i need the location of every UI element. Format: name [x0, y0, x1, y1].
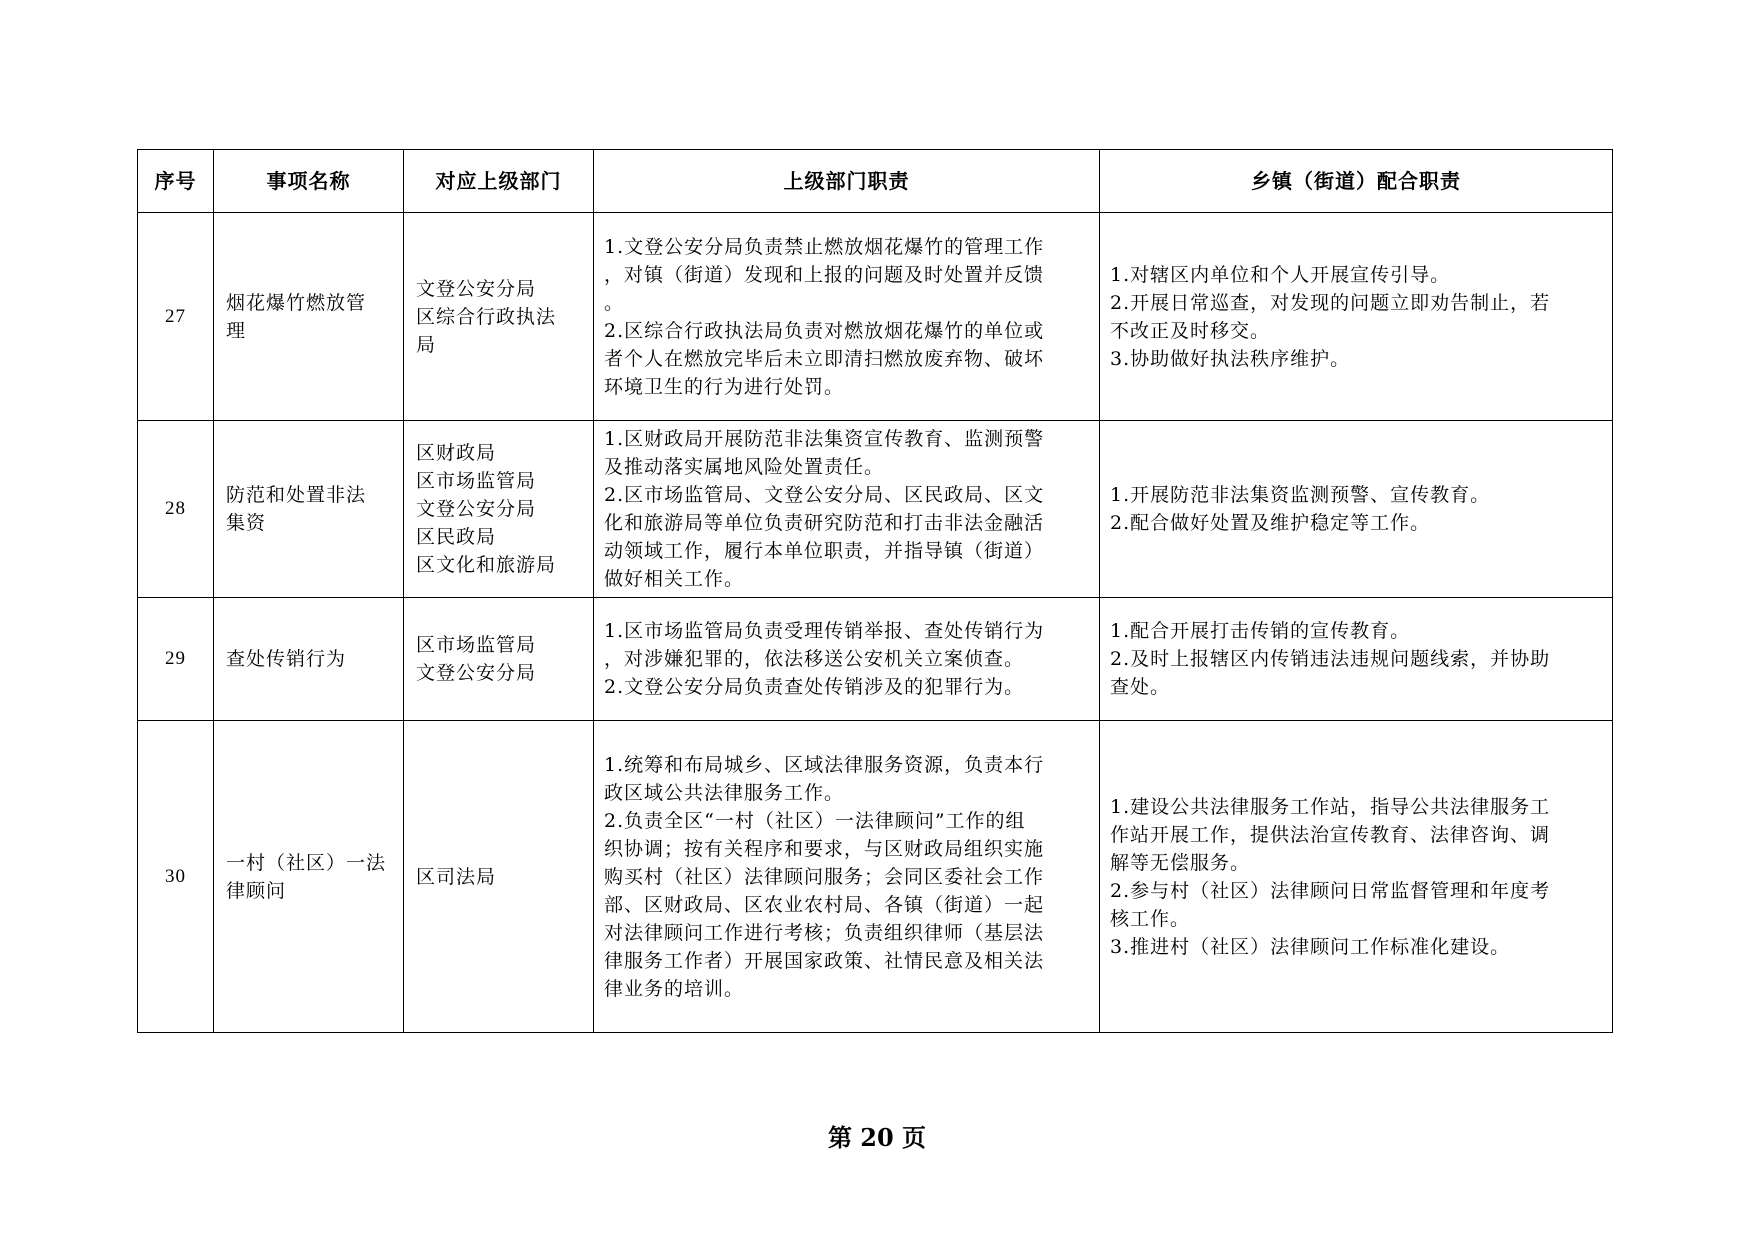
row-number: 28 [138, 421, 214, 598]
town-duty-line: 2.开展日常巡查，对发现的问题立即劝告制止，若 [1110, 291, 1551, 314]
town-duty-line: 作站开展工作，提供法治宣传教育、法律咨询、调 [1110, 823, 1551, 846]
dept-name-line: 区财政局 [416, 442, 497, 464]
town-duty-line: 解等无偿服务。 [1110, 851, 1251, 874]
table-row [138, 721, 1613, 1033]
town-duty-line: 不改正及时移交。 [1110, 319, 1271, 342]
town-duty-line: 1.配合开展打击传销的宣传教育。 [1110, 620, 1411, 642]
town-duty-line: 核工作。 [1110, 907, 1191, 930]
dept-name-line: 区文化和旅游局 [416, 554, 557, 576]
dept-duty-line: 2.区市场监管局、文登公安分局、区民政局、区文 [604, 484, 1045, 506]
dept-name-line: 区民政局 [416, 526, 497, 548]
dept-duty-line: 对法律顾问工作进行考核；负责组织律师（基层法 [604, 921, 1045, 944]
dept-duty-line: 1.区市场监管局负责受理传销举报、查处传销行为 [604, 620, 1045, 642]
dept-duty-line: 1.文登公安分局负责禁止燃放烟花爆竹的管理工作 [604, 235, 1045, 258]
page-number: 第 20 页 [827, 1123, 927, 1152]
dept-duty-line: 织协调；按有关程序和要求，与区财政局组织实施 [604, 837, 1045, 860]
town-duty-line: 2.配合做好处置及维护稳定等工作。 [1110, 512, 1431, 534]
row-number: 27 [138, 213, 214, 421]
row-number: 30 [138, 721, 214, 1033]
town-duty-line: 3.推进村（社区）法律顾问工作标准化建设。 [1110, 935, 1511, 958]
dept-duty-line: 政区域公共法律服务工作。 [604, 781, 845, 804]
item-name-line: 查处传销行为 [226, 648, 347, 670]
item-name [214, 213, 404, 421]
dept-name-line: 文登公安分局 [416, 662, 537, 684]
dept-duty-line: ，对镇（街道）发现和上报的问题及时处置并反馈 [604, 263, 1045, 286]
dept-duty-line: 购买村（社区）法律顾问服务；会同区委社会工作 [604, 865, 1045, 888]
item-name-line: 一村（社区）一法 [226, 851, 387, 874]
dept-name-line: 文登公安分局 [416, 277, 537, 300]
header-dept-duty: 上级部门职责 [594, 150, 1100, 213]
dept-name-line: 区市场监管局 [416, 634, 537, 656]
dept-duty-line: 2.区综合行政执法局负责对燃放烟花爆竹的单位或 [604, 319, 1045, 342]
item-name-line: 防范和处置非法 [226, 484, 367, 506]
dept-duty [594, 421, 1100, 598]
header-item-name: 事项名称 [214, 150, 404, 213]
town-duty-line: 1.开展防范非法集资监测预警、宣传教育。 [1110, 484, 1491, 506]
item-name-line: 理 [226, 319, 247, 342]
dept-duty-line: 律服务工作者）开展国家政策、社情民意及相关法 [604, 949, 1045, 972]
dept-name-line: 文登公安分局 [416, 498, 537, 520]
dept-name [404, 421, 594, 598]
item-name-line: 律顾问 [226, 879, 287, 902]
dept-duty-line: 律业务的培训。 [604, 977, 745, 1000]
dept-duty-line: 动领域工作，履行本单位职责，并指导镇（街道） [604, 540, 1045, 562]
town-duty-line: 3.协助做好执法秩序维护。 [1110, 347, 1351, 370]
item-name-line: 烟花爆竹燃放管 [226, 291, 367, 314]
header-dept: 对应上级部门 [404, 150, 594, 213]
town-duty [1100, 598, 1613, 721]
table-row [138, 598, 1613, 721]
table-row [138, 421, 1613, 598]
dept-duty-line: 及推动落实属地风险处置责任。 [604, 456, 885, 478]
dept-duty-line: 2.负责全区“一村（社区）一法律顾问”工作的组 [604, 809, 1026, 832]
header-town-duty: 乡镇（街道）配合职责 [1100, 150, 1613, 213]
table-row [138, 213, 1613, 421]
dept-name [404, 213, 594, 421]
header-no: 序号 [138, 150, 214, 213]
table-header-row [138, 150, 1613, 213]
dept-name-line: 区市场监管局 [416, 470, 537, 492]
dept-duty-line: 环境卫生的行为进行处罚。 [604, 375, 845, 398]
dept-name-line: 区司法局 [416, 865, 497, 888]
town-duty-line: 2.参与村（社区）法律顾问日常监督管理和年度考 [1110, 879, 1551, 902]
dept-duty-line: 做好相关工作。 [604, 568, 745, 590]
item-name [214, 721, 404, 1033]
town-duty-line: 1.对辖区内单位和个人开展宣传引导。 [1110, 263, 1451, 286]
town-duty-line: 查处。 [1110, 676, 1171, 698]
row-number: 29 [138, 598, 214, 721]
dept-duty-line: 1.统筹和布局城乡、区域法律服务资源，负责本行 [604, 753, 1045, 776]
dept-name [404, 721, 594, 1033]
dept-duty-line: ，对涉嫌犯罪的，依法移送公安机关立案侦查。 [604, 648, 1025, 670]
duty-table [137, 149, 1613, 1033]
town-duty [1100, 421, 1613, 598]
dept-duty [594, 213, 1100, 421]
town-duty-line: 2.及时上报辖区内传销违法违规问题线索，并协助 [1110, 648, 1551, 670]
town-duty [1100, 213, 1613, 421]
dept-duty-line: 化和旅游局等单位负责研究防范和打击非法金融活 [604, 512, 1045, 534]
dept-name-line: 区综合行政执法 [416, 305, 557, 328]
item-name-line: 集资 [226, 512, 267, 534]
item-name [214, 598, 404, 721]
town-duty-line: 1.建设公共法律服务工作站，指导公共法律服务工 [1110, 795, 1551, 818]
item-name [214, 421, 404, 598]
dept-duty-line: 部、区财政局、区农业农村局、各镇（街道）一起 [604, 893, 1045, 916]
dept-name [404, 598, 594, 721]
dept-duty-line: 。 [604, 291, 625, 314]
dept-duty-line: 者个人在燃放完毕后未立即清扫燃放废弃物、破坏 [604, 347, 1045, 370]
dept-name-line: 局 [416, 333, 437, 356]
dept-duty [594, 721, 1100, 1033]
town-duty [1100, 721, 1613, 1033]
dept-duty-line: 1.区财政局开展防范非法集资宣传教育、监测预警 [604, 428, 1045, 450]
dept-duty [594, 598, 1100, 721]
dept-duty-line: 2.文登公安分局负责查处传销涉及的犯罪行为。 [604, 676, 1025, 698]
